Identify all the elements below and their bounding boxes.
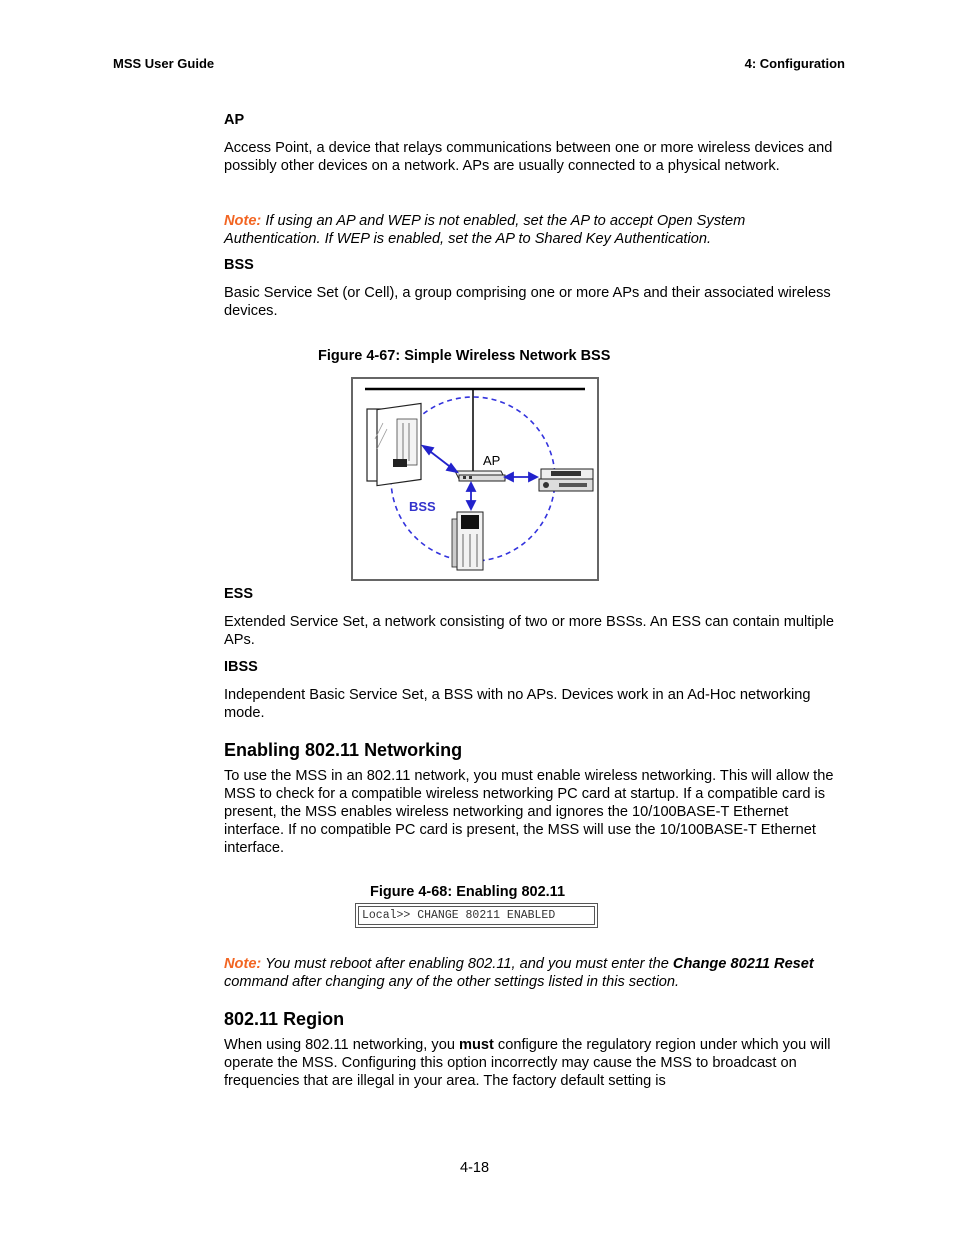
ap-label: AP [483, 453, 501, 468]
note-label: Note: [224, 213, 262, 229]
note-text-a: You must reboot after enabling 802.11, and you must enter the [261, 956, 673, 972]
region-text-a: When using 802.11 networking, you [224, 1037, 459, 1053]
running-header-title: MSS User Guide [113, 56, 215, 71]
note-text: If using an AP and WEP is not enabled, set the AP to accept Open System Authentication. If WEP is enabled, set the AP to Shared Key Authentication. [224, 213, 746, 247]
command-text: Local>> CHANGE 80211 ENABLED [358, 906, 595, 925]
term-ap: AP [224, 112, 245, 128]
definition-ap: Access Point, a device that relays communications between one or more wireless devices and possibly other devices on a network. APs are usually connected to a physical network. [224, 140, 833, 174]
page-number: 4-18 [460, 1160, 490, 1176]
section-heading-enabling: Enabling 802.11 Networking [224, 740, 463, 760]
bss-diagram-svg [353, 379, 597, 579]
term-bss: BSS [224, 257, 254, 273]
section-body-enabling: To use the MSS in an 802.11 network, you must enable wireless networking. This will allow the MSS to check for a compatible wireless networking PC card at startup. If a compatible card is present, the MSS enables wireless networking and ignores the 10/100BASE-T Ethernet interface. If no compatible PC card is present, the MSS will use the 10/100BASE-T Ethernet interface. [224, 768, 834, 856]
running-header-chapter: 4: Configuration [744, 56, 845, 71]
definition-ess: Extended Service Set, a network consisting of two or more BSSs. An ESS can contain multiple APs. [224, 614, 835, 648]
bss-label: BSS [409, 499, 436, 514]
term-ess: ESS [224, 586, 254, 602]
definition-ibss: Independent Basic Service Set, a BSS with no APs. Devices work in an Ad-Hoc networking mode. [224, 687, 811, 721]
note-reboot [224, 955, 836, 991]
definition-bss: Basic Service Set (or Cell), a group comprising one or more APs and their associated wireless devices. [224, 285, 831, 319]
section-heading-region: 802.11 Region [224, 1009, 345, 1029]
figure-caption-bss: Figure 4-67: Simple Wireless Network BSS [318, 348, 611, 364]
section-body-region [224, 1036, 836, 1090]
wireless-client-device-icon [539, 469, 593, 491]
bss-diagram [351, 377, 599, 581]
figure-caption-enabling: Figure 4-68: Enabling 802.11 [370, 884, 566, 900]
host-computer-icon [367, 403, 421, 485]
note-label: Note: [224, 956, 262, 972]
command-example-box [355, 903, 598, 928]
term-ibss: IBSS [224, 659, 258, 675]
region-text-b: configure the regulatory region under which you will operate the MSS. Configuring this option incorrectly may cause the MSS to broadcast on frequencies that are illegal in your area. The factory default setting is [224, 1037, 831, 1089]
access-point-icon [455, 471, 505, 481]
tower-device-icon [452, 512, 483, 570]
region-emphasis: must [459, 1037, 494, 1053]
note-command-name: Change 80211 Reset [672, 956, 814, 972]
note-text-b: command after changing any of the other settings listed in this section. [224, 974, 680, 990]
note-open-system [224, 212, 836, 248]
